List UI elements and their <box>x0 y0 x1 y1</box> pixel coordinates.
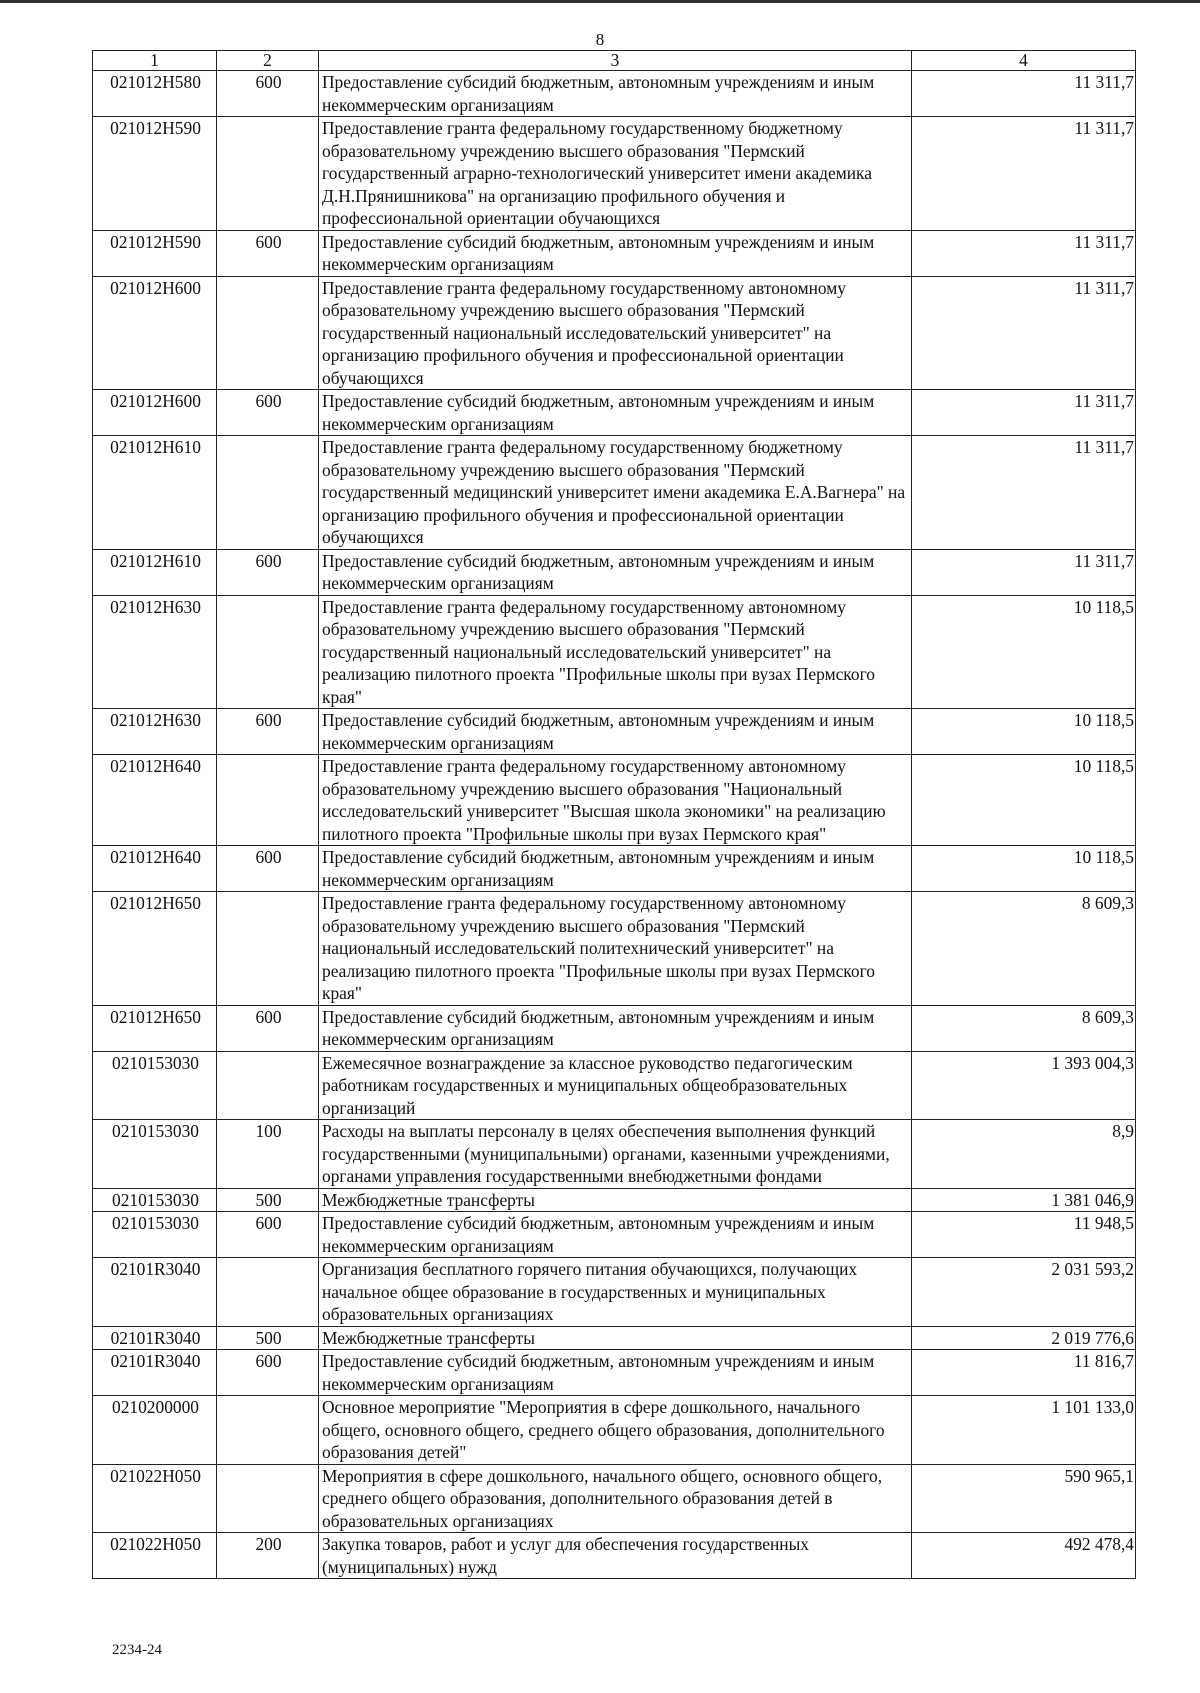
description-cell: Предоставление субсидий бюджетным, автономным учреждениям и иным некоммерческим организациям <box>319 230 912 276</box>
table-row <box>93 1464 1136 1533</box>
table-row <box>93 549 1136 595</box>
table-row <box>93 1533 1136 1579</box>
code-cell: 021012Н640 <box>93 755 217 846</box>
amount-cell: 590 965,1 <box>912 1464 1136 1533</box>
description-cell: Организация бесплатного горячего питания обучающихся, получающих начальное общее образование в государственных и муниципальных образовательных организациях <box>319 1258 912 1327</box>
table-row <box>93 1326 1136 1350</box>
table-row <box>93 755 1136 846</box>
amount-cell: 8 609,3 <box>912 1005 1136 1051</box>
table-row <box>93 1350 1136 1396</box>
table-row <box>93 709 1136 755</box>
description-cell: Предоставление субсидий бюджетным, автономным учреждениям и иным некоммерческим организациям <box>319 549 912 595</box>
budget-table <box>92 50 1136 1579</box>
amount-cell: 11 311,7 <box>912 117 1136 231</box>
code-cell: 021012Н650 <box>93 892 217 1006</box>
header-col-amount: 4 <box>912 51 1136 71</box>
expense-type-cell <box>217 436 319 550</box>
code-cell: 021012Н640 <box>93 846 217 892</box>
expense-type-cell: 600 <box>217 1005 319 1051</box>
header-col-description: 3 <box>319 51 912 71</box>
amount-cell: 11 311,7 <box>912 390 1136 436</box>
description-cell: Предоставление субсидий бюджетным, автономным учреждениям и иным некоммерческим организациям <box>319 71 912 117</box>
page-number: 8 <box>595 30 605 49</box>
code-cell: 0210153030 <box>93 1188 217 1212</box>
code-cell: 021022Н050 <box>93 1533 217 1579</box>
description-cell: Предоставление субсидий бюджетным, автономным учреждениям и иным некоммерческим организациям <box>319 1005 912 1051</box>
description-cell: Межбюджетные трансферты <box>319 1326 912 1350</box>
code-cell: 021012Н580 <box>93 71 217 117</box>
table-row <box>93 846 1136 892</box>
description-cell: Основное мероприятие "Мероприятия в сфере дошкольного, начального общего, основного общего, среднего общего образования, дополнительного образования детей" <box>319 1396 912 1465</box>
table-row <box>93 117 1136 231</box>
expense-type-cell: 600 <box>217 230 319 276</box>
table-row <box>93 390 1136 436</box>
expense-type-cell <box>217 276 319 390</box>
expense-type-cell <box>217 892 319 1006</box>
amount-cell: 11 311,7 <box>912 230 1136 276</box>
table-row <box>93 1051 1136 1120</box>
amount-cell: 11 816,7 <box>912 1350 1136 1396</box>
amount-cell: 10 118,5 <box>912 846 1136 892</box>
description-cell: Предоставление гранта федеральному государственному бюджетному образовательному учреждению высшего образования "Пермский государственный медицинский университет имени академика Е.А.Вагнера" на организацию профильного обучения и профессиональной ориентации обучающихся <box>319 436 912 550</box>
description-cell: Предоставление субсидий бюджетным, автономным учреждениям и иным некоммерческим организациям <box>319 846 912 892</box>
expense-type-cell <box>217 1464 319 1533</box>
amount-cell: 11 311,7 <box>912 71 1136 117</box>
expense-type-cell: 600 <box>217 390 319 436</box>
table-row <box>93 892 1136 1006</box>
expense-type-cell: 600 <box>217 549 319 595</box>
table-body <box>93 71 1136 1579</box>
amount-cell: 492 478,4 <box>912 1533 1136 1579</box>
table-row <box>93 595 1136 709</box>
table-row <box>93 1258 1136 1327</box>
table-row <box>93 1212 1136 1258</box>
table-row <box>93 1005 1136 1051</box>
description-cell: Предоставление субсидий бюджетным, автономным учреждениям и иным некоммерческим организациям <box>319 709 912 755</box>
description-cell: Закупка товаров, работ и услуг для обеспечения государственных (муниципальных) нужд <box>319 1533 912 1579</box>
expense-type-cell <box>217 755 319 846</box>
code-cell: 021012Н600 <box>93 390 217 436</box>
expense-type-cell <box>217 117 319 231</box>
table-row <box>93 230 1136 276</box>
description-cell: Мероприятия в сфере дошкольного, начального общего, основного общего, среднего общего образования, дополнительного образования детей в образовательных организациях <box>319 1464 912 1533</box>
description-cell: Предоставление гранта федеральному государственному автономному образовательному учреждению высшего образования "Пермский государственный национальный исследовательский университет" на организацию профильного обучения и профессиональной ориентации обучающихся <box>319 276 912 390</box>
description-cell: Предоставление гранта федеральному государственному автономному образовательному учреждению высшего образования "Национальный исследовательский университет "Высшая школа экономики" на реализацию пилотного проекта "Профильные школы при вузах Пермского края" <box>319 755 912 846</box>
table-row <box>93 1188 1136 1212</box>
amount-cell: 10 118,5 <box>912 595 1136 709</box>
code-cell: 021012Н600 <box>93 276 217 390</box>
code-cell: 0210153030 <box>93 1051 217 1120</box>
expense-type-cell <box>217 1051 319 1120</box>
amount-cell: 1 101 133,0 <box>912 1396 1136 1465</box>
description-cell: Предоставление гранта федеральному государственному бюджетному образовательному учреждению высшего образования "Пермский государственный аграрно-технологический университет имени академика Д.Н.Прянишникова" на организацию профильного обучения и профессиональной ориентации обучающихся <box>319 117 912 231</box>
description-cell: Предоставление гранта федеральному государственному автономному образовательному учреждению высшего образования "Пермский государственный национальный исследовательский университет" на реализацию пилотного проекта "Профильные школы при вузах Пермского края" <box>319 595 912 709</box>
code-cell: 02101R3040 <box>93 1350 217 1396</box>
amount-cell: 11 311,7 <box>912 436 1136 550</box>
table-row <box>93 1396 1136 1465</box>
code-cell: 021012Н630 <box>93 595 217 709</box>
expense-type-cell: 500 <box>217 1326 319 1350</box>
description-cell: Предоставление субсидий бюджетным, автономным учреждениям и иным некоммерческим организациям <box>319 390 912 436</box>
code-cell: 0210200000 <box>93 1396 217 1465</box>
code-cell: 021012Н610 <box>93 549 217 595</box>
amount-cell: 1 393 004,3 <box>912 1051 1136 1120</box>
expense-type-cell: 600 <box>217 1350 319 1396</box>
table-row <box>93 1120 1136 1189</box>
amount-cell: 11 948,5 <box>912 1212 1136 1258</box>
amount-cell: 1 381 046,9 <box>912 1188 1136 1212</box>
expense-type-cell: 600 <box>217 1212 319 1258</box>
code-cell: 02101R3040 <box>93 1258 217 1327</box>
amount-cell: 11 311,7 <box>912 276 1136 390</box>
header-row <box>93 51 1136 71</box>
expense-type-cell: 600 <box>217 71 319 117</box>
code-cell: 021012Н590 <box>93 230 217 276</box>
scan-edge <box>0 0 1200 3</box>
expense-type-cell: 600 <box>217 709 319 755</box>
expense-type-cell: 500 <box>217 1188 319 1212</box>
table-row <box>93 71 1136 117</box>
amount-cell: 8,9 <box>912 1120 1136 1189</box>
header-col-type: 2 <box>217 51 319 71</box>
amount-cell: 11 311,7 <box>912 549 1136 595</box>
expense-type-cell <box>217 595 319 709</box>
table-header <box>93 51 1136 71</box>
expense-type-cell: 200 <box>217 1533 319 1579</box>
description-cell: Ежемесячное вознаграждение за классное руководство педагогическим работникам государственных и муниципальных общеобразовательных организаций <box>319 1051 912 1120</box>
code-cell: 021012Н650 <box>93 1005 217 1051</box>
description-cell: Предоставление субсидий бюджетным, автономным учреждениям и иным некоммерческим организациям <box>319 1212 912 1258</box>
description-cell: Расходы на выплаты персоналу в целях обеспечения выполнения функций государственными (муниципальными) органами, казенными учреждениями, органами управления государственными внебюджетными фондами <box>319 1120 912 1189</box>
header-col-code: 1 <box>93 51 217 71</box>
amount-cell: 10 118,5 <box>912 755 1136 846</box>
table-row <box>93 436 1136 550</box>
document-code: 2234-24 <box>112 1642 162 1658</box>
code-cell: 021012Н630 <box>93 709 217 755</box>
amount-cell: 8 609,3 <box>912 892 1136 1006</box>
description-cell: Предоставление гранта федеральному государственному автономному образовательному учреждению высшего образования "Пермский национальный исследовательский политехнический университет" на реализацию пилотного проекта "Профильные школы при вузах Пермского края" <box>319 892 912 1006</box>
amount-cell: 2 031 593,2 <box>912 1258 1136 1327</box>
description-cell: Предоставление субсидий бюджетным, автономным учреждениям и иным некоммерческим организациям <box>319 1350 912 1396</box>
code-cell: 021012Н590 <box>93 117 217 231</box>
code-cell: 0210153030 <box>93 1212 217 1258</box>
code-cell: 021012Н610 <box>93 436 217 550</box>
code-cell: 02101R3040 <box>93 1326 217 1350</box>
expense-type-cell <box>217 1258 319 1327</box>
amount-cell: 10 118,5 <box>912 709 1136 755</box>
expense-type-cell: 600 <box>217 846 319 892</box>
table-row <box>93 276 1136 390</box>
code-cell: 0210153030 <box>93 1120 217 1189</box>
code-cell: 021022Н050 <box>93 1464 217 1533</box>
description-cell: Межбюджетные трансферты <box>319 1188 912 1212</box>
expense-type-cell: 100 <box>217 1120 319 1189</box>
expense-type-cell <box>217 1396 319 1465</box>
amount-cell: 2 019 776,6 <box>912 1326 1136 1350</box>
